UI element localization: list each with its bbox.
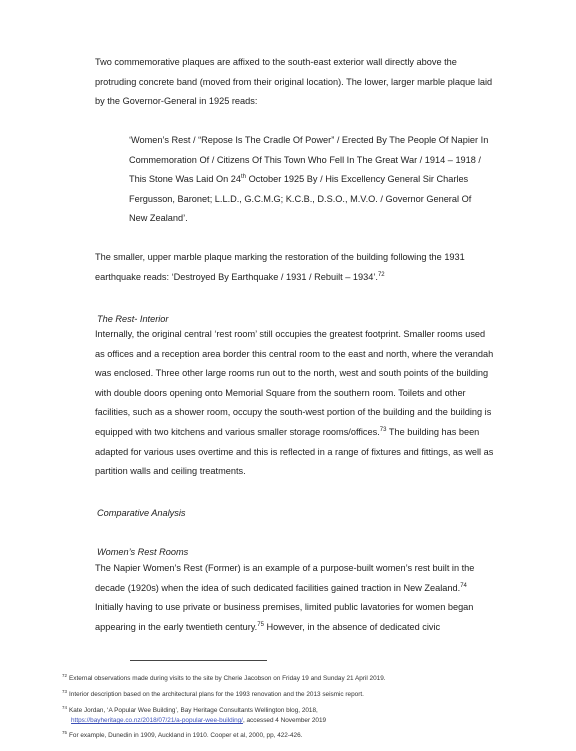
paragraph-womens-rest <box>95 559 495 637</box>
footnote-72 <box>62 671 522 684</box>
footnote-73 <box>62 687 522 700</box>
paragraph-upper-plaque <box>95 248 495 287</box>
quote-text-after: October 1925 By / His Excellency General Sir Charles Fergusson, Baronet; L.L.D., G.C.M.G; K.C.B., D.S.O., M.V.O. / Governor General Of New Zealand’. <box>129 174 472 224</box>
footnote-73-text: Interior description based on the architectural plans for the 1993 renovation and the 2013 seismic report. <box>69 691 364 699</box>
quote-superscript: th <box>241 174 247 181</box>
footnote-ref-75: 75 <box>257 621 264 628</box>
footnote-ref-74: 74 <box>460 582 467 589</box>
plaque-quote <box>129 131 489 229</box>
footnote-73-number: 73 <box>62 689 68 694</box>
footnote-74 <box>62 703 522 726</box>
footnote-75-number: 75 <box>62 730 68 735</box>
footnote-72-number: 72 <box>62 673 68 678</box>
footnote-separator <box>130 660 267 661</box>
footnote-ref-72: 72 <box>377 271 385 278</box>
paragraph-interior-text-b: The building has been adapted for various uses overtime and this is reflected in a range of fixtures and fittings, as well as partition walls and ceiling treatments. <box>95 426 494 477</box>
footnote-74-accessed: , accessed 4 November 2019 <box>242 717 327 725</box>
footnote-75 <box>62 728 522 741</box>
paragraph-womens-rest-text-b: Initially having to use private or business premises, limited public lavatories for women began appearing in the early twentieth century. <box>95 602 474 632</box>
footnote-72-text: External observations made during visits to the site by Cherie Jacobson on Friday 19 and Sunday 21 April 2019. <box>69 675 386 683</box>
paragraph-womens-rest-text-a: The Napier Women’s Rest (Former) is an example of a purpose-built women’s rest built in the decade (1920s) when the idea of such dedicated facilities gained traction in New Zealand. <box>95 563 475 593</box>
footnote-75-text: For example, Dunedin in 1909, Auckland in 1910. Cooper et al, 2000, pp, 422-426. <box>69 732 303 740</box>
paragraph-interior <box>95 325 495 482</box>
footnote-ref-73: 73 <box>379 426 387 433</box>
paragraph-plaques: Two commemorative plaques are affixed to the south-east exterior wall directly above the protruding concrete band (moved from their original location). The lower, larger marble plaque laid by the Governor-General in 1925 reads: <box>95 57 493 107</box>
footnote-74-number: 74 <box>62 705 68 710</box>
heading-womens-rest-rooms: Women’s Rest Rooms <box>97 547 189 557</box>
footnote-74-link[interactable]: https://bayheritage.co.nz/2018/07/21/a-popular-wee-building/ <box>71 717 243 725</box>
paragraph-upper-plaque-text: The smaller, upper marble plaque marking the restoration of the building following the 1931 earthquake reads: ‘Destroyed By Earthquake / 1931 / Rebuilt – 1934’. <box>95 252 465 282</box>
quote-text-before: ‘Women’s Rest / “Repose Is The Cradle Of Power” / Erected By The People Of Napier In Commemoration Of / Citizens Of This Town Who Fell In The Great War / 1914 – 1918 / This Stone Was Laid On 24 <box>129 135 489 185</box>
paragraph-interior-text-a: Internally, the original central ‘rest room’ still occupies the greatest footprint. Smaller rooms used as offices and a reception area border this central room to the east and north, where the verandah was enclosed. Three other large rooms run out to the north, west and south points of the building with double doors opening onto Memorial Square from the southern room. Toilets and other facilities, such as a shower room, occupy the south-west portion of the building and the building is equipped with two kitchens and various smaller storage rooms/offices. <box>95 329 494 437</box>
heading-comparative-analysis: Comparative Analysis <box>97 508 186 518</box>
heading-interior: The Rest- Interior <box>97 314 169 324</box>
footnote-74-text: Kate Jordan, ‘A Popular Wee Building’, Bay Heritage Consultants Wellington blog, 2018, <box>69 707 318 715</box>
paragraph-womens-rest-text-c: However, in the absence of dedicated civic <box>263 621 441 632</box>
